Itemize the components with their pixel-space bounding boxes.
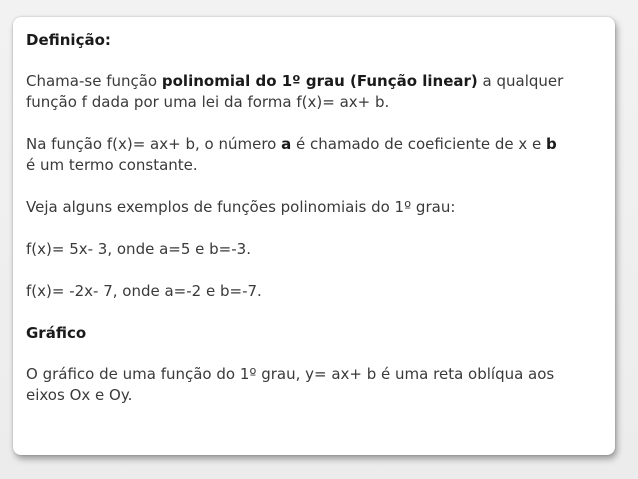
definition-text: Chama-se função	[26, 72, 162, 90]
definition-text-end: a qualquer	[477, 72, 564, 90]
coefficient-text: Na função f(x)= ax+ b, o número	[26, 135, 282, 153]
examples-intro: Veja alguns exemplos de funções polinomiais do 1º grau:	[26, 198, 456, 216]
coefficient-text-mid: é chamado de coeficiente de x e	[291, 135, 547, 153]
definition-term: polinomial do 1º grau (Função linear)	[161, 72, 478, 90]
definition-paragraph-line2: função f dada por uma lei da forma f(x)= ax+ b.	[26, 93, 390, 111]
definition-heading: Definição:	[26, 31, 111, 49]
graph-heading: Gráfico	[26, 324, 87, 342]
coefficient-b: b	[546, 135, 557, 153]
slide-content	[26, 30, 611, 406]
example-1: f(x)= 5x- 3, onde a=5 e b=-3.	[26, 240, 251, 258]
graph-text-line2: eixos Ox e Oy.	[26, 386, 133, 404]
example-2: f(x)= -2x- 7, onde a=-2 e b=-7.	[26, 282, 262, 300]
coefficient-paragraph-line2: é um termo constante.	[26, 156, 198, 174]
definition-paragraph	[26, 71, 611, 92]
coefficient-a: a	[281, 135, 292, 153]
graph-text-line1: O gráfico de uma função do 1º grau, y= ax+ b é uma reta oblíqua aos	[26, 365, 555, 383]
coefficient-paragraph	[26, 134, 611, 155]
